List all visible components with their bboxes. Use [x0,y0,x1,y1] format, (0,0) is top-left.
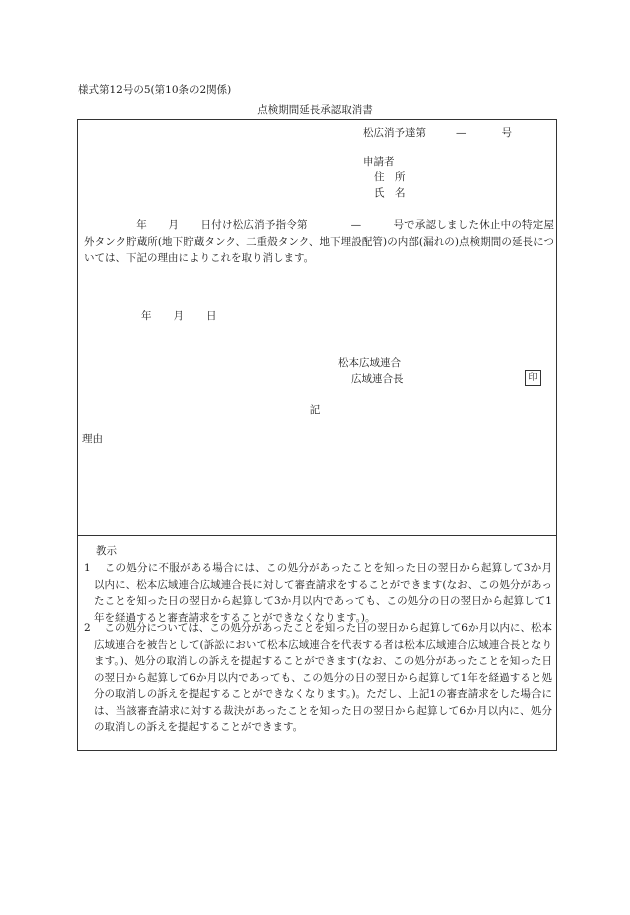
reference-prefix: 松広消予達第 [363,127,426,139]
document-title: 点検期間延長承認取消書 [257,104,373,116]
reference-dash: — [456,127,467,139]
date-year: 年 [141,310,152,322]
notice-item-number: 1 [84,562,91,574]
notice-item-text: この処分については、この処分があったことを知った日の翌日から起算して6か月以内に、松本広域連合を被告として(訴訟において松本広域連合を代表する者は松本広域連合広域連合長となります。)、処分の取消しの訴えを提起することができます(なお、この処分があったことを知った日の翌日から起算して6か月以内であっても、この処分の日の翌日から起算して1年を経過すると処分の取消しの訴えを提起することができなくなります。)。ただし、上記1の審査請求をした場合には、当該審査請求に対する裁決があったことを知った日の翌日から起算して6か月以内に、処分の取消しの訴えを提起することができます。 [94,622,552,733]
date-line [141,309,217,323]
reference-suffix: 号 [501,127,512,139]
date-month: 月 [173,310,184,322]
reason-label: 理由 [82,433,103,445]
notice-item [84,620,552,736]
date-day: 日 [206,310,217,322]
notice-item-number: 2 [84,622,91,634]
form-number-label: 様式第12号の5(第10条の2関係) [78,84,232,96]
notice-title: 教示 [96,545,117,557]
body-paragraph [84,217,554,267]
address-label: 住 所 [374,171,406,183]
ki-heading: 記 [309,404,321,416]
notice-item-text: この処分に不服がある場合には、この処分があったことを知った日の翌日から起算して3か月以内に、松本広域連合広域連合長に対して審査請求をすることができます(なお、この処分があったことを知った日の翌日から起算して3か月以内であっても、この処分の日の翌日から起算して1年を経過すると審査請求をすることができなくなります。)。 [94,562,552,624]
applicant-label: 申請者 [363,156,395,168]
issuer-organization: 松本広域連合 [338,357,401,369]
seal-stamp-box: 印 [525,370,541,386]
name-label: 氏 名 [374,187,406,199]
notice-item [84,560,552,626]
section-divider [77,535,557,536]
body-text: 年 月 日付け松広消予指令第 — 号で承認しました休止中の特定屋外タンク貯蔵所(地下貯蔵タンク、二重殻タンク、地下埋設配管)の内部(漏れの)点検期間の延長については、下記の理由によりこれを取り消します。 [84,219,554,264]
issuer-title: 広域連合長 [351,373,404,385]
reference-number-line [363,126,512,140]
